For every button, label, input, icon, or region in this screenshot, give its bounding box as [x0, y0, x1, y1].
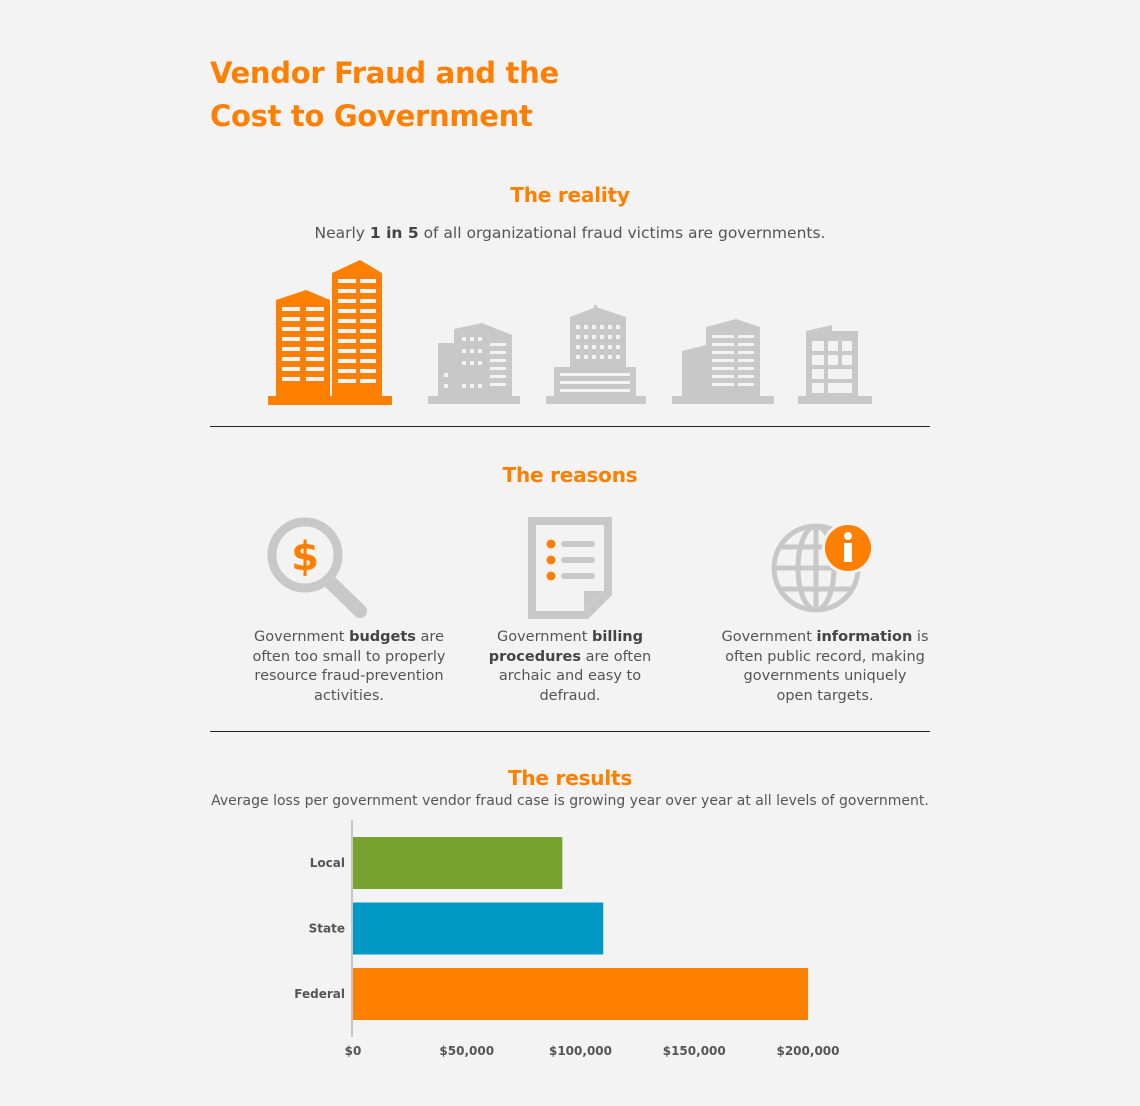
category-label: Local [309, 856, 345, 870]
x-tick-label: $150,000 [662, 1044, 726, 1058]
document-list-icon [528, 517, 614, 621]
globe-info-icon [768, 520, 876, 616]
buildings-row [260, 255, 880, 410]
category-label: State [308, 921, 345, 936]
reality-text: Nearly 1 in 5 of all organizational fraud victims are governments. [314, 224, 826, 242]
reasons-heading: The reasons [502, 463, 638, 487]
bar-state [353, 903, 603, 955]
x-tick-label: $100,000 [548, 1044, 613, 1058]
section-divider [210, 426, 930, 427]
section-divider [210, 731, 930, 732]
page-title [210, 52, 730, 138]
title-line-2: Cost to Government [210, 99, 533, 133]
category-label: Federal [294, 987, 345, 1001]
x-tick-label: $0 [344, 1044, 362, 1058]
x-tick-label: $50,000 [439, 1044, 495, 1058]
results-subtitle: Average loss per government vendor fraud case is growing year over year at all levels of government. [211, 793, 929, 809]
reality-heading: The reality [510, 183, 630, 207]
magnifier-dollar-icon [262, 515, 374, 623]
reality-stat: 1 in 5 [369, 224, 419, 242]
building-icon [798, 325, 872, 404]
bar-federal [353, 968, 808, 1020]
x-tick-label: $200,000 [776, 1044, 840, 1058]
reason-information-text: Government information is often public record, making governments uniquely open targets. [721, 629, 929, 704]
svg-text:$: $ [291, 534, 319, 580]
building-icon [546, 305, 646, 404]
highlighted-building-icon [268, 260, 392, 405]
results-heading: The results [507, 766, 633, 790]
reason-billing-text: Government billing procedures are often archaic and easy to defraud. [488, 629, 652, 704]
building-icon [428, 323, 520, 404]
title-line-1: Vendor Fraud and the [210, 56, 559, 90]
loss-bar-chart [290, 815, 860, 1075]
bar-local [353, 837, 562, 889]
building-icon [672, 319, 774, 404]
reason-budgets-text: Government budgets are often too small to properly resource fraud-prevention activities. [252, 629, 446, 704]
